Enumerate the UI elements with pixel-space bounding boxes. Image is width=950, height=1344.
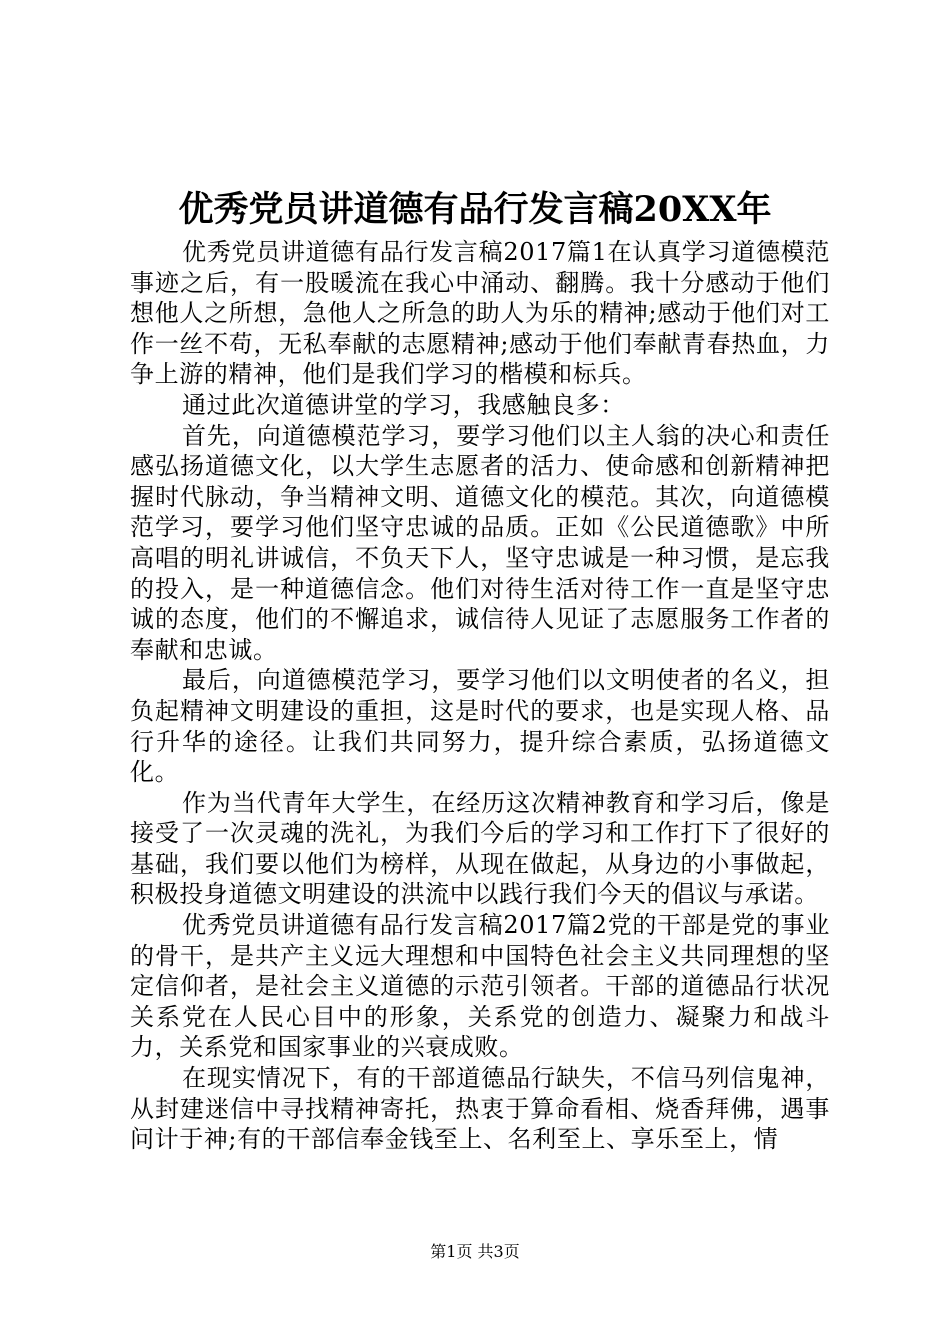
document-title: 优秀党员讲道德有品行发言稿20XX年 (178, 189, 772, 230)
paragraph: 首先，向道德模范学习，要学习他们以主人翁的决心和责任感弘扬道德文化，以大学生志愿者的活力、使命感和创新精神把握时代脉动，争当精神文明、道德文化的模范。其次，向道德模范学习，要学习他们坚守忠诚的品质。正如《公民道德歌》中所高唱的明礼讲诚信，不负天下人，坚守忠诚是一种习惯，是忘我的投入，是一种道德信念。他们对待生活对待工作一直是坚守忠诚的态度，他们的不懈追求，诚信待人见证了志愿服务工作者的奉献和忠诚。 (130, 421, 830, 664)
document-body (130, 237, 830, 1155)
paragraph: 优秀党员讲道德有品行发言稿2017篇1在认真学习道德模范事迹之后，有一股暖流在我心中涌动、翻腾。我十分感动于他们想他人之所想，急他人之所急的助人为乐的精神;感动于他们对工作一丝不苟，无私奉献的志愿精神;感动于他们奉献青春热血，力争上游的精神，他们是我们学习的楷模和标兵。 (130, 238, 830, 389)
page-footer: 第1页 共3页 (430, 1242, 520, 1261)
paragraph: 通过此次道德讲堂的学习，我感触良多： (182, 390, 625, 419)
paragraph: 在现实情况下，有的干部道德品行缺失，不信马列信鬼神，从封建迷信中寻找精神寄托，热衷于算命看相、烧香拜佛，遇事问计于神;有的干部信奉金钱至上、名利至上、享乐至上，情 (130, 1064, 830, 1154)
paragraph: 最后，向道德模范学习，要学习他们以文明使者的名义，担负起精神文明建设的重担，这是时代的要求，也是实现人格、品行升华的途径。让我们共同努力，提升综合素质，弘扬道德文化。 (130, 666, 830, 787)
paragraph: 作为当代青年大学生，在经历这次精神教育和学习后，像是接受了一次灵魂的洗礼，为我们今后的学习和工作打下了很好的基础，我们要以他们为榜样，从现在做起，从身边的小事做起，积极投身道德文明建设的洪流中以践行我们今天的倡议与承诺。 (130, 788, 830, 909)
paragraph: 优秀党员讲道德有品行发言稿2017篇2党的干部是党的事业的骨干，是共产主义远大理想和中国特色社会主义共同理想的坚定信仰者，是社会主义道德的示范引领者。干部的道德品行状况关系党在人民心目中的形象，关系党的创造力、凝聚力和战斗力，关系党和国家事业的兴衰成败。 (130, 911, 830, 1062)
